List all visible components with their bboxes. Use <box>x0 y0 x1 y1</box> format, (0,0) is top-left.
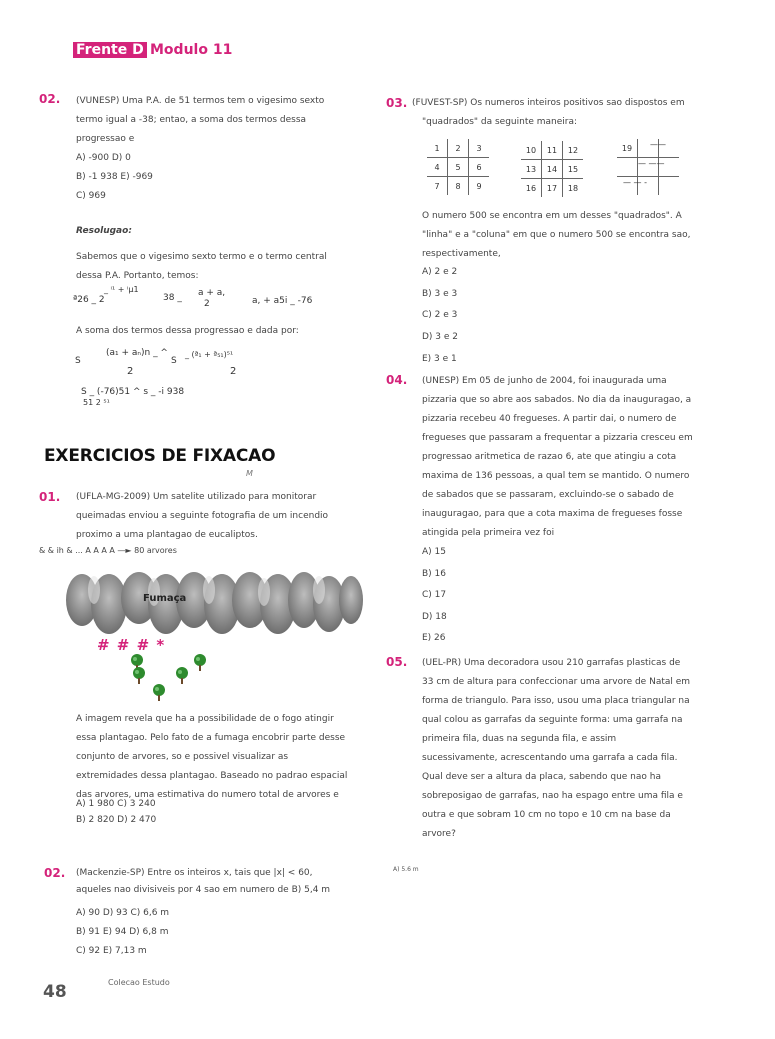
grid-cell: 3 <box>469 139 490 158</box>
text-line: progressao aritmetica de razao 6, ate que atingiu a cota <box>422 452 677 462</box>
text-line: outra e que sobram 10 cm no topo e 10 cm na base da <box>422 810 671 820</box>
option: C) 17 <box>422 590 447 600</box>
grid-cell: 13 <box>521 160 542 179</box>
tree-icon <box>193 654 207 672</box>
number-square-1 <box>427 139 489 195</box>
number-square-2 <box>521 141 583 197</box>
grid-cell <box>617 158 638 177</box>
formula-part: (a₁ + aₙ)n _ ^ <box>106 348 168 358</box>
text-line: sucessivamente, acrescentando uma garrafa a cada fila. <box>422 753 678 763</box>
option: B) 3 e 3 <box>422 288 458 299</box>
text-line: inauguragao, para que a cota maxima de fregueses fosse <box>422 509 683 519</box>
resolution-text <box>76 248 327 286</box>
smoke-image <box>64 570 364 640</box>
option: C) 92 E) 7,13 m <box>76 946 147 956</box>
question-text <box>422 207 708 264</box>
formula-part: S _ (-76)51 ^ s _ -i 938 <box>81 387 185 397</box>
text-line: atingida pela primeira vez foi <box>422 528 555 538</box>
option: D) 3 e 2 <box>422 332 459 343</box>
text-line: respectivamente, <box>422 249 501 259</box>
grid-cell: 11 <box>542 141 563 160</box>
smoke-label: Fumaça <box>143 593 187 604</box>
question-number: 02. <box>44 866 66 880</box>
text-line: das arvores, uma estimativa do numero total de arvores e <box>76 790 339 800</box>
text-line: Qual deve ser a altura da placa, sabendo que nao ha <box>422 772 661 782</box>
text-line: de sabados que se passaram, excluindo-se o sabado de <box>422 490 674 500</box>
collection-name: Colecao Estudo <box>108 978 170 987</box>
formula-part: S <box>75 356 81 366</box>
option: A) 15 <box>422 547 446 557</box>
figure-caption: & & ih & ... A A A A —► 80 arvores <box>39 546 177 555</box>
question-text <box>422 372 708 543</box>
section-title: EXERCICIOS DE FIXACAO <box>44 446 276 466</box>
option: E) 3 e 1 <box>422 353 457 364</box>
option: E) 26 <box>422 633 446 643</box>
text-line: (UEL-PR) Uma decoradora usou 210 garrafas plasticas de <box>422 658 681 668</box>
formula-part: 2 <box>127 366 134 377</box>
page-number: 48 <box>43 982 67 1002</box>
option: B) 16 <box>422 568 446 579</box>
text-line: O numero 500 se encontra em um desses "quadrados". A <box>422 211 682 221</box>
question-number: 04. <box>386 373 408 387</box>
text-line: conjunto de arvores, so e possivel visualizar as <box>76 752 289 762</box>
grid-cell: 8 <box>448 177 469 196</box>
text-line: (Mackenzie-SP) Entre os inteiros x, tais que |x| < 60, <box>76 868 313 878</box>
text-line: (UFLA-MG-2009) Um satelite utilizado para monitorar <box>76 492 317 502</box>
question-paragraph <box>76 710 361 805</box>
option: C) 969 <box>76 191 106 201</box>
option: C) 2 e 3 <box>422 310 458 321</box>
text-line: queimadas enviou a seguinte fotografia de um incendio <box>76 511 329 521</box>
text-line: sobreposigao de garrafas, nao ha espago entre uma fila e <box>422 791 683 801</box>
text-line: progressao e <box>76 134 135 144</box>
options-block <box>76 796 156 828</box>
tree-icon <box>175 667 189 685</box>
options-block <box>422 542 447 650</box>
grid-mark: —— <box>650 140 666 149</box>
question-number: 03. <box>386 96 408 110</box>
text-line: aqueles nao divisiveis por 4 sao em numero de B) 5,4 m <box>76 885 331 895</box>
formula-part: _ (ª₁ + ª₅₁)⁵¹ <box>185 350 234 359</box>
option: D) 18 <box>422 611 447 622</box>
grid-cell: 19 <box>617 139 638 158</box>
grid-cell: 2 <box>448 139 469 158</box>
text-line: termo igual a -38; entao, a soma dos termos dessa <box>76 115 307 125</box>
formula-part: S <box>171 356 177 366</box>
options-block <box>422 262 458 371</box>
option: A) 2 e 2 <box>422 267 458 277</box>
grid-mark: — — - <box>623 178 647 187</box>
grid-cell: 5 <box>448 158 469 177</box>
grid-cell: 17 <box>542 179 563 198</box>
section-tag: Frente D <box>73 42 147 58</box>
option: B) 91 E) 94 D) 6,8 m <box>76 927 169 937</box>
grid-cell: 7 <box>427 177 448 196</box>
text-line: dessa P.A. Portanto, temos: <box>76 271 199 281</box>
text-line: (VUNESP) Uma P.A. de 51 termos tem o vigesimo sexto <box>76 96 325 106</box>
question-text <box>422 654 708 844</box>
module-title: Modulo 11 <box>150 42 233 58</box>
grid-cell: 16 <box>521 179 542 198</box>
formula-part: 2 <box>230 366 237 377</box>
grid-cell: 15 <box>563 160 584 179</box>
formula-part: 51 2 ⁵¹ <box>83 398 110 407</box>
grid-cell: 9 <box>476 181 482 191</box>
option: A) 1 980 C) 3 240 <box>76 799 156 809</box>
grid-cell: 6 <box>469 158 490 177</box>
grid-cell: 14 <box>542 160 563 179</box>
text-line: pizzaria que so abre aos sabados. No dia da inauguragao, a <box>422 395 692 405</box>
text-line: maxima de 136 pessoas, a qual tem se mantido. O numero <box>422 471 690 481</box>
tree-icon <box>152 684 166 702</box>
grid-cell: 18 <box>567 183 579 193</box>
text-line: "linha" e a "coluna" em que o numero 500 se encontra sao, <box>422 230 691 240</box>
text-line: essa plantagao. Pelo fato de a fumaga encobrir parte desse <box>76 733 346 743</box>
section-mark: M <box>246 469 253 478</box>
text-line: qual colou as garrafas da seguinte forma: uma garrafa na <box>422 715 683 725</box>
hash-marks: # # # * <box>97 636 166 654</box>
option: A) -900 D) 0 <box>76 153 131 163</box>
text-line: (FUVEST-SP) Os numeros inteiros positivos sao dispostos em <box>412 98 685 108</box>
grid-cell: 12 <box>563 141 584 160</box>
text-line: arvore? <box>422 829 456 839</box>
tree-icon <box>132 667 146 685</box>
text-line: "quadrados" da seguinte maneira: <box>422 117 578 127</box>
question-text <box>76 92 361 206</box>
options-block <box>76 904 169 961</box>
option: B) 2 820 D) 2 470 <box>76 815 157 825</box>
grid-cell <box>659 177 680 196</box>
formula-part: a + a, <box>198 288 226 298</box>
grid-cell: 10 <box>521 141 542 160</box>
grid-mark: — —— <box>638 159 665 168</box>
text-line: extremidades dessa plantagao. Baseado no padrao espacial <box>76 771 348 781</box>
text-line: forma de triangulo. Para isso, usou uma placa triangular na <box>422 696 690 706</box>
text-line: A imagem revela que ha a possibilidade de o fogo atingir <box>76 714 334 724</box>
formula-part: a, + a5i _ -76 <box>252 296 313 306</box>
side-note: A) 5.6 m <box>393 866 419 873</box>
option: A) 90 D) 93 C) 6,6 m <box>76 908 170 918</box>
text-line: Sabemos que o vigesimo sexto termo e o termo central <box>76 252 327 262</box>
formula-part: ª26 _ 2 <box>73 295 105 305</box>
question-text <box>76 488 361 545</box>
text-line: proximo a uma plantagao de eucaliptos. <box>76 530 258 540</box>
grid-cell: 1 <box>427 139 448 158</box>
text-line: A soma dos termos dessa progressao e dada por: <box>76 326 299 336</box>
text-line: primeira fila, duas na segunda fila, e assim <box>422 734 617 744</box>
option: B) -1 938 E) -969 <box>76 172 153 182</box>
question-number: 01. <box>39 490 61 504</box>
text-line: pizzaria recebeu 40 fregueses. A partir dai, o numero de <box>422 414 677 424</box>
resolution-title: Resolugao: <box>76 226 132 236</box>
text-line: (UNESP) Em 05 de junho de 2004, foi inaugurada uma <box>422 376 667 386</box>
formula-part: 2 <box>204 299 210 309</box>
formula-part: _ ⁱ¹ + ⁱµ1 <box>104 285 139 294</box>
question-number: 02. <box>39 92 61 106</box>
text-line: 33 cm de altura para confeccionar uma arvore de Natal em <box>422 677 691 687</box>
question-number: 05. <box>386 655 408 669</box>
formula-part: 38 _ <box>163 293 182 303</box>
text-line: fregueses que passaram a frequentar a pizzaria cresceu em <box>422 433 693 443</box>
grid-cell: 4 <box>427 158 448 177</box>
